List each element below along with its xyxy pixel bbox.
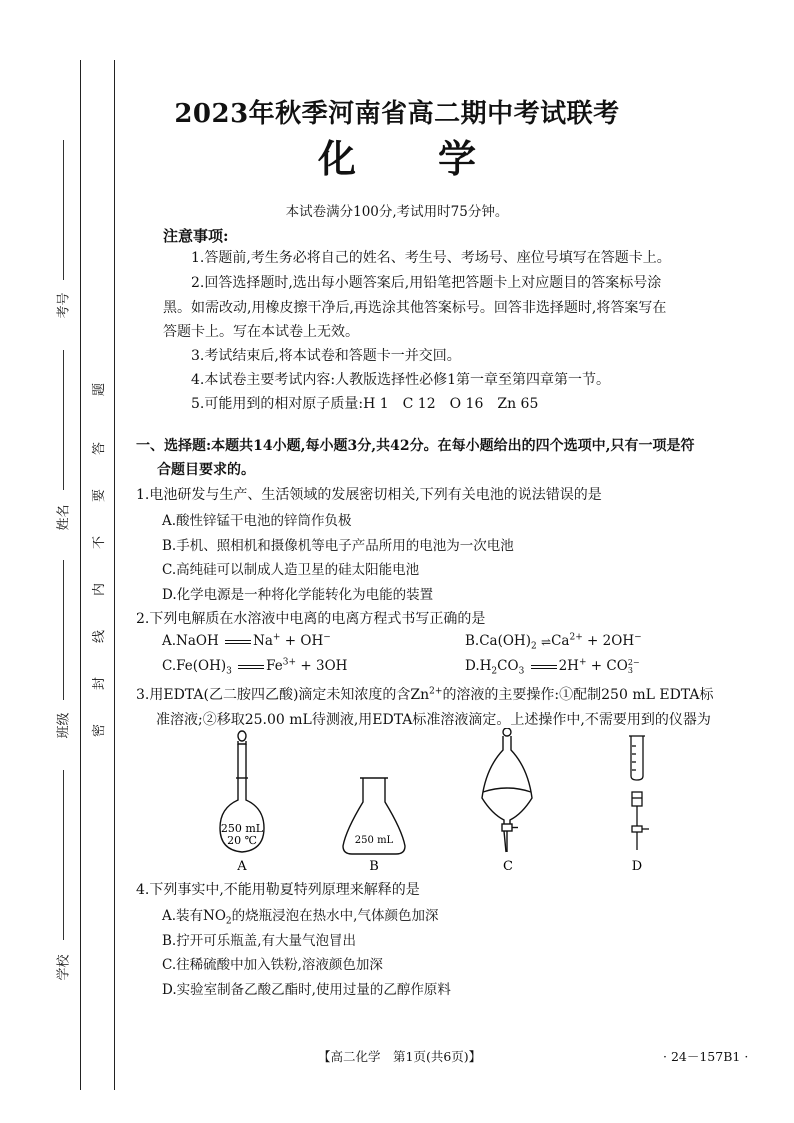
q1-option-d: D.化学电源是一种将化学能转化为电能的装置 <box>162 587 434 603</box>
q2-stem: 2.下列电解质在水溶液中电离的电离方程式书写正确的是 <box>136 611 486 627</box>
formula: OH <box>300 633 324 649</box>
plus: + <box>280 633 301 649</box>
notes-heading: 注意事项: <box>163 227 229 245</box>
text: 的烧瓶浸泡在热水中,气体颜色加深 <box>231 908 439 924</box>
text: 的溶液的主要操作:①配制250 mL EDTA标 <box>442 687 714 703</box>
q1-option-a: A.酸性锌锰干电池的锌筒作负极 <box>162 513 352 529</box>
q4-option-c: C.往稀硫酸中加入铁粉,溶液颜色加深 <box>162 957 383 973</box>
formula: 2H <box>558 658 579 674</box>
separatory-funnel-icon <box>482 728 532 852</box>
plus: + <box>586 658 607 674</box>
subscript: 2 <box>530 641 537 652</box>
formula: NaOH <box>176 633 219 649</box>
subscript: 3 <box>627 665 633 675</box>
subject-char: 化 <box>318 136 357 181</box>
option-label: D. <box>465 658 480 674</box>
note-item: 4.本试卷主要考试内容:人教版选择性必修1第一章至第四章第一节。 <box>191 372 610 388</box>
seal-char: 不 <box>92 535 108 550</box>
charge: + <box>272 632 281 643</box>
seal-char: 答 <box>92 441 108 456</box>
q2-option-d <box>465 658 640 675</box>
section-line: 一、选择题:本题共14小题,每小题3分,共42分。在每小题给出的四个选项中,只有一项是符 <box>136 438 695 454</box>
class-label: 班级 <box>56 712 72 739</box>
reversible-arrow-icon: ⇌ <box>541 634 552 649</box>
exam-number-label: 考号 <box>56 292 72 319</box>
option-label: B. <box>465 633 480 649</box>
formula: Fe <box>266 658 283 674</box>
q1-option-b: B.手机、照相机和摄像机等电子产品所用的电池为一次电池 <box>162 538 514 554</box>
subscript: 2 <box>225 916 232 927</box>
note-item: 3.考试结束后,将本试卷和答题卡一并交回。 <box>191 348 461 364</box>
charge: 2+ <box>429 686 443 697</box>
formula: Ca <box>551 633 570 649</box>
seal-char: 内 <box>92 582 108 597</box>
exam-info: 本试卷满分100分,考试用时75分钟。 <box>285 204 509 220</box>
equals-sign <box>531 665 557 669</box>
subject-char: 学 <box>438 136 477 181</box>
formula: CO <box>497 658 519 674</box>
charge: 2− <box>627 657 640 667</box>
seal-char: 要 <box>92 488 108 503</box>
school-label: 学校 <box>56 954 72 981</box>
school-blank <box>63 770 64 940</box>
vol-flask-label-1: 250 mL <box>220 822 264 835</box>
exam-title: 2023年秋季河南省高二期中考试联考 <box>174 99 620 129</box>
conical-flask-label: 250 mL <box>354 835 394 846</box>
subscript: 2 <box>491 666 498 677</box>
formula: H <box>479 658 492 674</box>
note-item: 黑。如需改动,用橡皮擦干净后,再选涂其他答案标号。回答非选择题时,将答案写在 <box>163 300 667 316</box>
equals-sign <box>238 665 264 669</box>
formula: CO <box>606 658 628 674</box>
seal-char: 线 <box>92 629 108 644</box>
seal-char: 密 <box>92 723 108 738</box>
text: 3.用EDTA(乙二胺四乙酸)滴定未知浓度的含Zn <box>136 687 430 703</box>
charge: 2+ <box>569 632 583 643</box>
q4-option-a <box>162 904 439 927</box>
q2-option-b <box>465 632 642 652</box>
note-item: 5.可能用到的相对原子质量:H 1 C 12 O 16 Zn 65 <box>191 396 539 412</box>
apparatus-label-d: D <box>631 859 643 874</box>
formula: 2OH <box>602 633 635 649</box>
q2-option-c <box>162 657 348 677</box>
subscript: 3 <box>226 666 232 677</box>
name-label: 姓名 <box>56 504 72 531</box>
text: A.装有NO <box>162 908 226 924</box>
section-heading <box>136 434 776 482</box>
apparatus-label-a: A <box>237 859 247 874</box>
subscript: 3 <box>518 666 525 677</box>
option-label: A. <box>162 633 177 649</box>
q3-line1 <box>136 684 713 704</box>
equals-sign <box>225 640 251 644</box>
charge: − <box>634 632 642 643</box>
q1-option-c: C.高纯硅可以制成人造卫星的硅太阳能电池 <box>162 562 420 578</box>
formula: 3OH <box>315 658 348 674</box>
plus: + <box>296 658 316 674</box>
subject-title <box>0 128 794 183</box>
sub-sup-stack <box>628 659 640 675</box>
q4-stem: 4.下列事实中,不能用勒夏特列原理来解释的是 <box>136 882 420 898</box>
note-item: 1.答题前,考生务必将自己的姓名、考生号、考场号、座位号填写在答题卡上。 <box>191 250 671 266</box>
q4-option-d: D.实验室制备乙酸乙酯时,使用过量的乙醇作原料 <box>162 982 451 998</box>
q4-option-b: B.拧开可乐瓶盖,有大量气泡冒出 <box>162 933 357 949</box>
apparatus-label-b: B <box>369 859 379 874</box>
formula: Fe(OH) <box>176 658 227 674</box>
footer-page-info: 【高二化学 第1页(共6页)】 <box>318 1049 482 1064</box>
section-line: 合题目要求的。 <box>157 462 255 478</box>
vol-flask-label-2: 20 ℃ <box>227 834 257 847</box>
name-blank <box>63 350 64 490</box>
charge: 3+ <box>282 657 297 668</box>
footer-code: · 24－157B1 · <box>663 1049 749 1064</box>
seal-char: 题 <box>92 382 108 397</box>
q1-stem: 1.电池研发与生产、生活领域的发展密切相关,下列有关电池的说法错误的是 <box>136 487 602 503</box>
plus: + <box>582 633 603 649</box>
note-item: 2.回答选择题时,选出每小题答案后,用铅笔把答题卡上对应题目的答案标号涂 <box>191 275 662 291</box>
burette-icon <box>629 736 649 850</box>
q3-apparatus-figure <box>200 728 680 878</box>
note-item: 答题卡上。写在本试卷上无效。 <box>163 324 359 340</box>
apparatus-label-c: C <box>503 859 513 874</box>
seal-char: 封 <box>92 676 108 691</box>
option-label: C. <box>162 658 177 674</box>
q2-option-a <box>162 633 331 649</box>
class-blank <box>63 560 64 700</box>
formula: Ca(OH) <box>479 633 531 649</box>
formula: Na <box>253 633 273 649</box>
charge: − <box>323 632 331 643</box>
q3-line2: 准溶液;②移取25.00 mL待测液,用EDTA标准溶液滴定。上述操作中,不需要用到的仪器为 <box>156 712 711 728</box>
charge: + <box>578 657 587 668</box>
